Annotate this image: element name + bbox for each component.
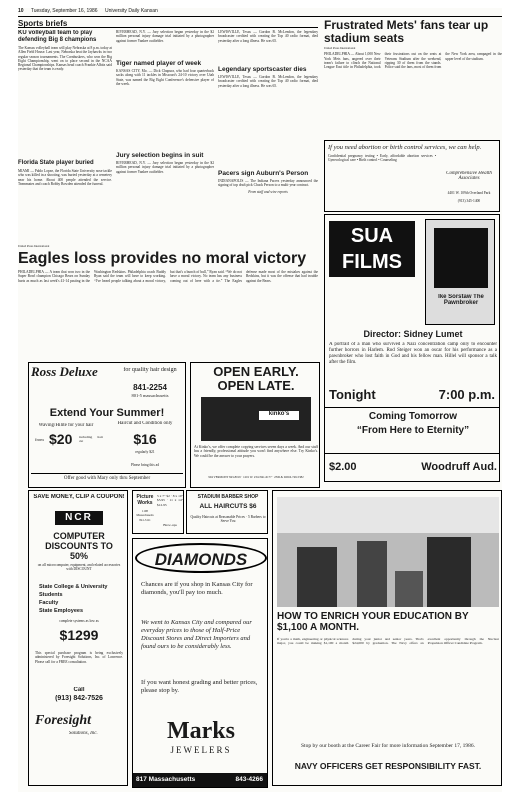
mets-byline: United Press International (324, 46, 356, 50)
poster-figure (434, 228, 488, 288)
marks-phone: 843-4266 (235, 776, 263, 783)
hair-bring-ad: Please bring this ad (130, 463, 160, 467)
tiger-body: KANSAS CITY, Mo. — Dick Chapura, who had four quarterback sacks along with 11 tackles in Missouri's 24-10 victory over Utah State, was named the Big Eight Conference's defensive player of the week. (116, 69, 214, 86)
film-poster (425, 219, 495, 325)
kinkos-logo: kinko's (259, 411, 299, 420)
barber-note: Quality Haircuts at Reasonable Prices · 5 Barbers to Serve You (190, 515, 266, 524)
tonight-label: Tonight (329, 387, 376, 402)
hair-phone: 841-2254 (133, 383, 167, 392)
jury-headline: Jury selection begins in suit (116, 152, 204, 159)
extend-summer: Extend Your Summer! (49, 407, 165, 419)
tiger-headline: Tiger named player of week (116, 60, 202, 67)
volleyball-story (18, 30, 112, 240)
kinkos-headline: OPEN EARLY. OPEN LATE. (213, 365, 299, 393)
picture-works-ad (132, 490, 184, 534)
ncr-eligibility-list (39, 583, 123, 615)
cut-label: Haircut and Condition only (117, 421, 173, 426)
health-ad-addr: 4401 W. 109th Overland Park (447, 191, 491, 195)
section-title: Sports briefs (18, 19, 318, 28)
sua-divider-2 (325, 453, 500, 454)
kinkos-ad (190, 362, 320, 488)
hair-tag: for quality hair design (123, 367, 177, 373)
paper-name: University Daily Kansan (104, 8, 158, 14)
diamonds-p3: If you want honest grading and better prices, please stop by. (141, 679, 258, 694)
diamonds-p1: Chances are if you shop in Kansas City for diamonds, you'll pay too much. (141, 581, 253, 596)
legendary-body: LEWISVILLE, Texas — Gordon B. McLendon, the legendary broadcaster credited with creating the Top 40 radio format, died yesterday after a long illness. He was 65. (218, 75, 318, 88)
ncr-call: Call (73, 687, 85, 693)
volleyball-headline: KU volleyball team to play defending Big 8 champions (18, 30, 97, 43)
page-date: Tuesday, September 16, 1986 (30, 8, 98, 14)
wire-credit: From staff and wire reports (248, 189, 288, 194)
next-film: “From Here to Eternity” (356, 425, 470, 436)
picture-address: 1108 Massachusetts 841-3111 (136, 509, 154, 522)
mets-body: PHILADELPHIA — About 1,000 New York Mets fans, angered over their team's failure to clinch the National League East title in Philadelphia, took their frustrations out on the seats at Veterans Stadium after the weekend, ripping 30 of them from the stands. Police said the fans, most of them from the New York area, rampaged in the upper level of the stadium. (324, 52, 502, 70)
barber-deal: ALL HAIRCUTS $6 (199, 503, 257, 510)
newspaper-page (18, 8, 502, 792)
navy-slogan: NAVY OFFICERS GET RESPONSIBILITY FAST. (294, 761, 482, 771)
leg-lead: LEWISVILLE, Texas — Gordon B. McLendon, the legendary broadcaster credited with creating the Top 40 radio format, died yesterday after a long illness. He was 65. (218, 30, 318, 43)
mets-story (324, 19, 502, 139)
navy-stop: Stop by our booth at the Career Fair for more information September 17, 1986. (301, 743, 475, 749)
barber-ad (186, 490, 268, 534)
health-ad-title: If you need abortion or birth control services, we can help. (328, 144, 482, 151)
sua-logo: SUA FILMS (329, 221, 415, 277)
ncr-complete: complete systems as low as (59, 619, 99, 623)
ncr-discount-body: on all microcomputer, equipment, and related accessories with DISCOUNT (37, 563, 121, 572)
navy-headline: HOW TO ENRICH YOUR EDUCATION BY $1,100 A MONTH. (277, 611, 469, 633)
legendary-story (218, 30, 318, 240)
film-venue: Woodruff Aud. (421, 461, 497, 473)
tiger-lead: RIVERHEAD, N.Y. — Jury selection began yesterday in the $2 million personal injury damage trial initiated by a photographer against former Yankee outfielder. (116, 30, 214, 43)
legendary-headline: Legendary sportscaster dies (218, 66, 307, 73)
marks-address: 817 Massachusetts (136, 776, 196, 783)
kinkos-address: 904 VERMONT 843-8019 · 1201 W. 23rd 841-6177 · 2ND & IOWA 749-5382 (208, 475, 304, 479)
wave-note: including hair cut (79, 435, 103, 444)
ncr-logo: NCR (55, 511, 103, 525)
navy-photo (277, 497, 499, 607)
page-header (18, 8, 502, 17)
pacers-body: INDIANAPOLIS — The Indiana Pacers yesterday announced the signing of top draft pick Chuck Person to a multi-year contract. (218, 179, 318, 188)
hair-brand: Ross Deluxe (31, 365, 98, 379)
wave-from: from (35, 437, 44, 442)
eagles-body: PHILADELPHIA — A team that won two in the Super Bowl champion Chicago Bears on Sunday hurts as much as last week's 41-14 pasting in the Washington Redskins. Philadelphia coach Buddy Ryan said the team will have to keep working. “I've heard people talking about a moral victory, but that's a bunch of bull,” Ryan said. “We do not have a moral victory. No team has any business coming out of here with a tie.” The Eagles defense made most of the mistakes against the Redskins, but it was the offense that had trouble against the Bears. (18, 270, 318, 283)
coming-tomorrow: Coming Tomorrow (368, 411, 458, 422)
picture-sub: Blow-ups (163, 523, 177, 527)
ncr-fine-print: This special purchase program is being exclusively administered by Foresight Solutions, Inc. of Lawrence. Please call for a FREE consultation. (35, 651, 123, 664)
pacers-headline: Pacers sign Auburn's Person (218, 170, 309, 177)
jury-body: RIVERHEAD, N.Y. — Jury selection began yesterday in the $2 million personal injury damage trial initiated by a photographer against former Yankee outfielder. (116, 161, 214, 174)
navy-body: If you're a math, engineering or physical sciences major, you could be making $1,100 a month during your junior and senior years. That's $24,000 by graduation. The Navy offers an excellent opportunity through the Nuclear Propulsion Officer Candidate Program. (277, 637, 499, 646)
florida-body: MIAMI — Pablo Lopez, the Florida State University nose tackle who was killed in a shooting, was buried yesterday at a cemetery near his home. About 400 people attended the service. Teammates and coach Bobby Bowden attended the funeral. (18, 169, 112, 186)
ncr-list-item: State Employees (39, 608, 84, 614)
sua-films-ad (324, 214, 500, 482)
hair-offer: Offer good with Mary only thru September (31, 473, 183, 481)
marks-footer (133, 773, 267, 787)
ncr-price: $1299 (59, 627, 99, 643)
film-description: A portrait of a man who survived a Nazi concentration camp only to encounter further horrors in Harlem. Rod Steiger won an oscar for his performance as a pawnbroker who lost faith in God and his fellow man. Hillel will sponsor a talk after the film. (329, 342, 497, 365)
navy-ad (272, 490, 502, 786)
eagles-headline: Eagles loss provides no moral victory (18, 250, 307, 267)
tiger-story (116, 30, 214, 240)
mets-headline: Frustrated Mets' fans tear up stadium seats (324, 19, 489, 45)
sua-divider (325, 407, 500, 408)
film-price: $2.00 (329, 461, 357, 473)
wave-price: $20 (49, 431, 73, 447)
florida-headline: Florida State player buried (18, 160, 94, 166)
ncr-list-item: State College & University Students (39, 584, 108, 598)
hair-address: 801-5 massachusetts (131, 393, 169, 398)
health-ad-body: Confidential pregnancy testing • Early, affordable abortion services • Gynecological care • Birth control • Counseling (328, 154, 436, 163)
diamonds-ad (132, 538, 268, 788)
page-number: 10 (18, 8, 24, 14)
marks-sub: JEWELERS (170, 745, 232, 755)
film-director: Director: Sidney Lumet (363, 329, 463, 339)
health-ad (324, 140, 500, 212)
hair-ad (28, 362, 186, 488)
health-ad-org: Comprehensive Health Associates (446, 171, 492, 181)
cut-price: $16 (133, 431, 157, 447)
picture-title: Picture Works (136, 494, 154, 506)
ncr-save: SAVE MONEY, CLIP A COUPON! (33, 494, 125, 500)
foresight-logo: Foresight (35, 713, 92, 728)
film-time: 7:00 p.m. (438, 387, 495, 402)
ncr-list-item: Faculty (39, 600, 59, 606)
health-ad-phone: (913) 345-1400 (457, 199, 481, 203)
ncr-coupon-ad (28, 490, 128, 786)
ncr-discount-title: COMPUTER DISCOUNTS TO 50% (45, 531, 113, 561)
ncr-phone: (913) 842-7526 (55, 695, 103, 702)
cut-note: regularly $21 (135, 450, 155, 454)
marks-logo: Marks (167, 719, 235, 743)
poster-title: Ike Sorstaw The Pawnbroker (438, 294, 484, 306)
wave-label: Waving/Hilite for your hair (38, 423, 94, 428)
picture-prices: 5 x 7" $2 · 8 x 10" $5.95 · 11 x 14" $12.95 (157, 494, 183, 507)
eagles-byline: United Press International (18, 244, 50, 248)
kinkos-body: At Kinko's, we offer complete copying services seven days a week. And our staff has a friendly, professional attitude you won't find anywhere else. Try Kinko's. We could be the answer to your prayers. (194, 445, 318, 458)
barber-title: STADIUM BARBER SHOP (197, 494, 259, 500)
diamonds-title: DIAMONDS (135, 543, 267, 573)
volleyball-body: The Kansas volleyball team will play Nebraska at 8 p.m. today at Allen Field House. Last year, Nebraska beat the Jayhawks in two regular season tournaments. The Cornhuskers, who won the Big Eight Championship, went on to place second in the NCAA Regional Championships. Kansas head coach Frankie Albitz said yesterday that the team is ready. (18, 46, 112, 72)
foresight-sub: Solutions, Inc. (69, 731, 98, 736)
diamonds-p2: We went to Kansas City and compared our everyday prices to those of Half-Price Discount Stores and Direct Importers and found ours to be considerably less. (141, 619, 252, 650)
